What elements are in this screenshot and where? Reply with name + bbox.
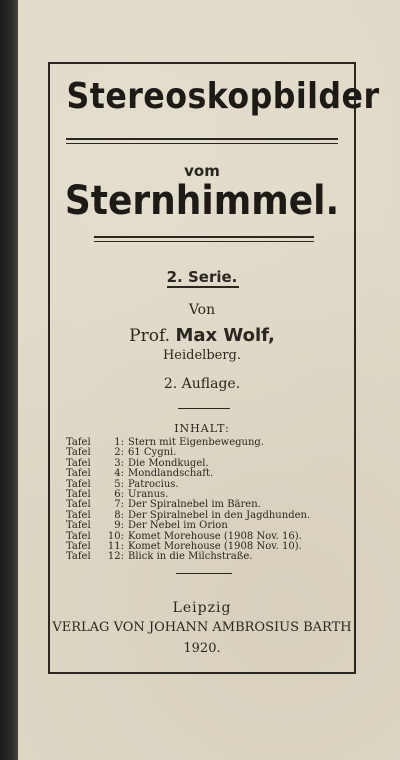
contents-item-number: 5:	[114, 478, 124, 490]
contents-item-number: 7:	[114, 499, 124, 511]
contents-item-number: 2:	[114, 447, 124, 459]
cover-frame	[48, 62, 380, 674]
contents-item-number: 10:	[107, 530, 124, 542]
author-line	[48, 325, 356, 346]
contents-item-label: Tafel	[66, 509, 91, 521]
contents-item-label: Tafel	[66, 478, 91, 490]
by-label: Von	[188, 302, 216, 318]
contents-item-number: 9:	[114, 520, 124, 532]
contents-item-label: Tafel	[66, 541, 91, 553]
title-rule-bottom-thin	[94, 241, 314, 242]
contents-item-title: Mondlandschaft.	[128, 468, 214, 480]
contents-separator	[178, 408, 230, 409]
contents-item-number: 8:	[114, 509, 124, 521]
contents-item-label: Tafel	[66, 457, 91, 469]
author-prefix: Prof.	[129, 326, 171, 346]
title-connector: vom	[184, 162, 220, 180]
contents-item-number: 12:	[107, 551, 124, 563]
contents-item	[66, 480, 346, 490]
contents-item-title: Komet Morehouse (1908 Nov. 16).	[128, 530, 302, 542]
contents-item	[66, 552, 346, 562]
contents-item-label: Tafel	[66, 520, 91, 532]
contents-heading: INHALT:	[174, 422, 230, 435]
contents-item-title: 61 Cygni.	[128, 447, 177, 459]
contents-item-number: 6:	[114, 489, 124, 501]
contents-item-number: 11:	[107, 541, 124, 553]
contents-item-number: 4:	[114, 468, 124, 480]
contents-item-title: Uranus.	[128, 489, 169, 501]
contents-item-label: Tafel	[66, 447, 91, 459]
book-spine	[0, 0, 18, 760]
contents-item-label: Tafel	[66, 489, 91, 501]
contents-item-title: Der Nebel im Orion	[128, 520, 228, 532]
contents-item-title: Die Mondkugel.	[128, 457, 209, 469]
contents-item-title: Patrocius.	[128, 478, 179, 490]
contents-item-label: Tafel	[66, 499, 91, 511]
publication-place: Leipzig	[172, 600, 232, 616]
contents-item	[66, 438, 346, 448]
contents-item-label: Tafel	[66, 437, 91, 448]
author-name: Max Wolf,	[175, 325, 275, 346]
edition-label: 2. Auflage.	[163, 376, 241, 392]
title-line-2: Sternhimmel.	[64, 178, 340, 224]
series-underline	[167, 286, 239, 288]
publication-year: 1920.	[183, 641, 221, 656]
contents-item-label: Tafel	[66, 551, 91, 563]
title-rule-bottom	[94, 236, 314, 238]
contents-item-title: Komet Morehouse (1908 Nov. 10).	[128, 541, 302, 553]
contents-item-title: Der Spiralnebel im Bären.	[128, 499, 261, 511]
publisher-separator	[176, 573, 232, 574]
contents-item-number: 1:	[114, 437, 124, 448]
contents-item	[66, 469, 346, 479]
contents-item-title: Der Spiralnebel in den Jagdhunden.	[128, 509, 311, 521]
contents-list	[66, 438, 346, 563]
author-city: Heidelberg.	[162, 348, 242, 363]
series-label: 2. Serie.	[166, 268, 238, 286]
contents-item-title: Stern mit Eigenbewegung.	[128, 437, 264, 448]
contents-item-label: Tafel	[66, 530, 91, 542]
contents-item-number: 3:	[114, 457, 124, 469]
title-rule-top-thin	[66, 143, 338, 144]
title-rule-top	[66, 138, 338, 140]
title-line-1: Stereoskopbilder	[66, 76, 380, 117]
contents-item-label: Tafel	[66, 468, 91, 480]
publisher-name: VERLAG VON JOHANN AMBROSIUS BARTH	[52, 620, 352, 635]
contents-item-title: Blick in die Milchstraße.	[128, 551, 253, 563]
